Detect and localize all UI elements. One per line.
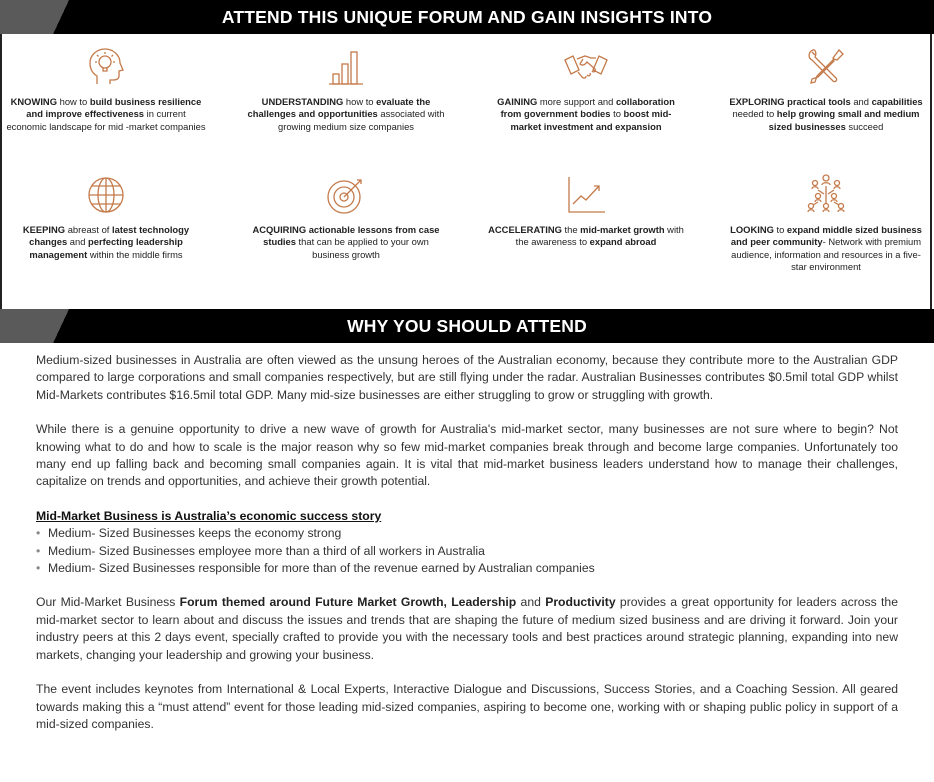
insight-text-bold: mid-market growth bbox=[580, 224, 665, 235]
insight-text-run: that can be applied to your own business growth bbox=[295, 236, 429, 260]
subheading-success-story: Mid-Market Business is Australia’s economic success story bbox=[36, 508, 382, 523]
insight-text-bold: boost mid-market investment and expansion bbox=[510, 108, 672, 132]
insight-text-bold: expand abroad bbox=[589, 236, 657, 248]
insight-text bbox=[246, 224, 446, 261]
list-item: • Medium- Sized Businesses keeps the economy strong bbox=[36, 525, 898, 542]
insight-text-run: to bbox=[610, 108, 624, 120]
insights-grid bbox=[0, 34, 934, 309]
insight-text-bold: evaluate the challenges and opportunities bbox=[247, 96, 431, 120]
insight-card-exploring bbox=[726, 44, 926, 133]
paragraph-forum bbox=[36, 594, 898, 664]
insight-text bbox=[6, 224, 206, 261]
section-banner-why-attend bbox=[0, 309, 934, 343]
insight-text-bold: ACQUIRING actionable lessons from case studies bbox=[252, 224, 440, 248]
insight-text-bold: EXPLORING practical tools bbox=[729, 96, 851, 107]
list-item: • Medium- Sized Businesses employee more than a third of all workers in Australia bbox=[36, 543, 898, 560]
forum-theme-highlight: Forum themed around Future Market Growth, Leadership bbox=[179, 595, 517, 610]
insight-card-understanding bbox=[246, 44, 446, 133]
section-title-why-attend: WHY YOU SHOULD ATTEND bbox=[347, 316, 587, 336]
insight-text-bold: capabilities bbox=[871, 96, 923, 107]
insight-text-bold: GAINING bbox=[497, 96, 538, 107]
insight-text-run: how to bbox=[57, 96, 90, 107]
insight-text-bold: build business resilience and improve effectiveness bbox=[26, 96, 202, 120]
insight-text-run: within the middle firms bbox=[87, 248, 183, 260]
list-item: • Medium- Sized Businesses responsible for more than of the revenue earned by Australian companies bbox=[36, 560, 898, 577]
insight-text-run: the bbox=[561, 224, 581, 235]
why-attend-body bbox=[36, 352, 898, 750]
insight-text-run: abreast of bbox=[65, 224, 112, 235]
insight-card-keeping bbox=[6, 172, 206, 261]
paragraph-opportunity: While there is a genuine opportunity to drive a new wave of growth for Australia's mid-market sector, many businesses are not sure where to begin? Not knowing what to do and how to scale is the major reason why so few mid-market companies break through and become large companies. Unfortunately too many end up falling back and becoming small companies again. It is vital that mid-market business leaders understand how to manage their challenges, capitalize on trends and opportunities, and achieve their growth potential. bbox=[36, 422, 898, 489]
insight-text-run: and bbox=[850, 96, 872, 107]
insight-text bbox=[726, 224, 926, 274]
forum-productivity-highlight: Productivity bbox=[545, 595, 616, 610]
bar-chart-icon bbox=[323, 44, 369, 90]
globe-icon bbox=[83, 172, 129, 218]
lightbulb-head-icon bbox=[83, 44, 129, 90]
growth-chart-icon bbox=[563, 172, 609, 218]
target-icon bbox=[323, 172, 369, 218]
paragraph-intro: Medium-sized businesses in Australia are often viewed as the unsung heroes of the Australian economy, because they contribute more to the Australian GDP compared to large corporations and small companies respectively, but are still flying under the radar. Australian Businesses contributes $0.5mil total GDP whilst Mid-Markets contributes $16.5mil total GDP. Many mid-size businesses are either struggling to grow or struggling with growth. bbox=[36, 353, 898, 402]
insight-card-knowing bbox=[6, 44, 206, 133]
insight-text-bold: KNOWING bbox=[10, 96, 57, 107]
insight-card-acquiring bbox=[246, 172, 446, 261]
insight-text-run: more support and bbox=[537, 96, 616, 107]
tools-icon bbox=[803, 44, 849, 90]
forum-text-a: Our Mid-Market Business bbox=[36, 595, 180, 610]
insight-text-run: in current economic landscape for mid -market companies bbox=[6, 108, 206, 132]
insight-text-run: needed to bbox=[732, 108, 777, 120]
insight-text bbox=[6, 96, 206, 133]
insight-text bbox=[486, 224, 686, 249]
insight-text-bold: help growing small and medium sized businesses bbox=[768, 108, 920, 132]
insight-card-looking bbox=[726, 172, 926, 274]
insight-text-bold: UNDERSTANDING bbox=[261, 96, 344, 107]
section-title-insights: ATTEND THIS UNIQUE FORUM AND GAIN INSIGHTS INTO bbox=[221, 7, 713, 27]
network-people-icon bbox=[803, 172, 849, 218]
insight-text-run: - Network with premium audience, information and resources in a five-star environment bbox=[731, 236, 922, 273]
insight-text-run: to bbox=[773, 224, 787, 235]
forum-text-c: and bbox=[516, 595, 546, 610]
insight-text-run: how to bbox=[343, 96, 377, 107]
paragraph-event: The event includes keynotes from International & Local Experts, Interactive Dialogue and Discussions, Success Stories, and a Coaching Session. All geared towards making this a “must attend” event for those leading mid-sized companies, aspiring to become one, working with or shaping public policy in support of a mid-sized companies. bbox=[36, 682, 898, 731]
insight-text-bold: latest technology changes bbox=[29, 224, 190, 248]
insight-text-bold: KEEPING bbox=[22, 224, 66, 235]
insight-text-run: and bbox=[67, 236, 89, 248]
insight-text-bold: ACCELERATING bbox=[488, 224, 562, 235]
insight-text-bold: perfecting leadership management bbox=[29, 236, 183, 260]
section-banner-insights bbox=[0, 0, 934, 34]
insight-text bbox=[246, 96, 446, 133]
bullet-list bbox=[36, 525, 898, 577]
handshake-icon bbox=[563, 44, 609, 90]
insight-text-run: succeed bbox=[845, 120, 884, 132]
insight-text-run: associated with growing medium size companies bbox=[278, 108, 445, 132]
insight-text-run: with the awareness to bbox=[515, 224, 684, 248]
insight-text-bold: LOOKING bbox=[730, 224, 774, 235]
forum-text-e: provides a great opportunity for leaders across the mid-market sector to learn about and discuss the issues and trends that are shaping the future of medium sized business and are driving it forward. Join your industry peers at this 2 days event, specially crafted to provide you with the necessary tools and best practices around strategic planning, expanding into new markets, changing your leadership and growing your business. bbox=[36, 595, 898, 662]
insight-text-bold: expand middle sized business and peer community bbox=[730, 224, 922, 248]
insight-text bbox=[726, 96, 926, 133]
insight-text bbox=[486, 96, 686, 133]
insight-text-bold: collaboration from government bodies bbox=[500, 96, 675, 120]
insight-card-accelerating bbox=[486, 172, 686, 249]
insight-card-gaining bbox=[486, 44, 686, 133]
